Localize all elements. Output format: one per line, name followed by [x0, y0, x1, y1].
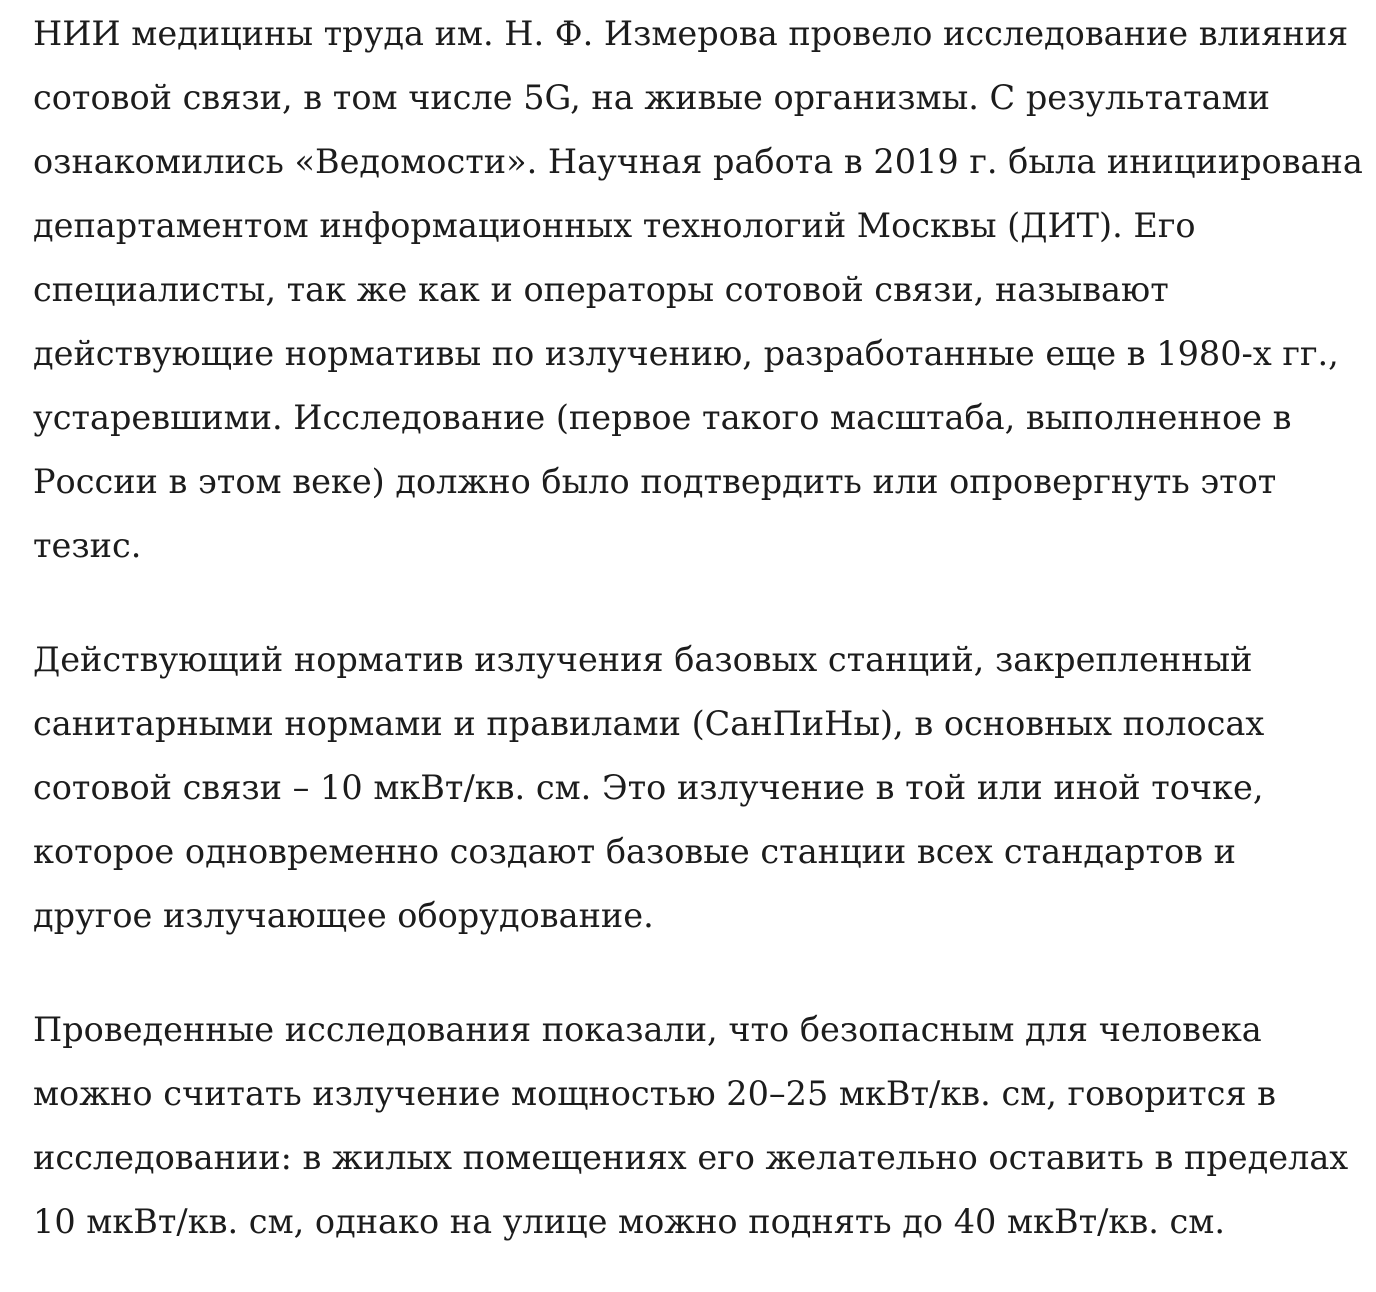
text-line: ознакомились «Ведомости». Научная работа в 2019 г. была инициирована — [33, 142, 1363, 181]
text-line: которое одновременно создают базовые станции всех стандартов и — [33, 832, 1237, 871]
paragraph — [33, 628, 1353, 948]
text-line: России в этом веке) должно было подтвердить или опровергнуть этот — [33, 462, 1277, 501]
text-line: Проведенные исследования показали, что безопасным для человека — [33, 1010, 1262, 1049]
text-line: сотовой связи, в том числе 5G, на живые организмы. С результатами — [33, 78, 1270, 117]
text-line: сотовой связи – 10 мкВт/кв. см. Это излучение в той или иной точке, — [33, 768, 1264, 807]
text-line: действующие нормативы по излучению, разработанные еще в 1980-х гг., — [33, 334, 1339, 373]
text-line: другое излучающее оборудование. — [33, 896, 654, 935]
paragraph — [33, 998, 1353, 1254]
article-body — [33, 0, 1363, 1254]
text-line: Действующий норматив излучения базовых станций, закрепленный — [33, 640, 1253, 679]
text-line: НИИ медицины труда им. Н. Ф. Измерова провело исследование влияния — [33, 14, 1349, 53]
text-line: можно считать излучение мощностью 20–25 мкВт/кв. см, говорится в — [33, 1074, 1277, 1113]
text-line: исследовании: в жилых помещениях его желательно оставить в пределах — [33, 1138, 1349, 1177]
paragraph — [33, 0, 1363, 578]
text-line: санитарными нормами и правилами (СанПиНы), в основных полосах — [33, 704, 1265, 743]
text-line: устаревшими. Исследование (первое такого масштаба, выполненное в — [33, 398, 1292, 437]
text-line: департаментом информационных технологий Москвы (ДИТ). Его — [33, 206, 1196, 245]
text-line: тезис. — [33, 526, 142, 565]
text-line: 10 мкВт/кв. см, однако на улице можно поднять до 40 мкВт/кв. см. — [33, 1202, 1225, 1241]
text-line: специалисты, так же как и операторы сотовой связи, называют — [33, 270, 1169, 309]
